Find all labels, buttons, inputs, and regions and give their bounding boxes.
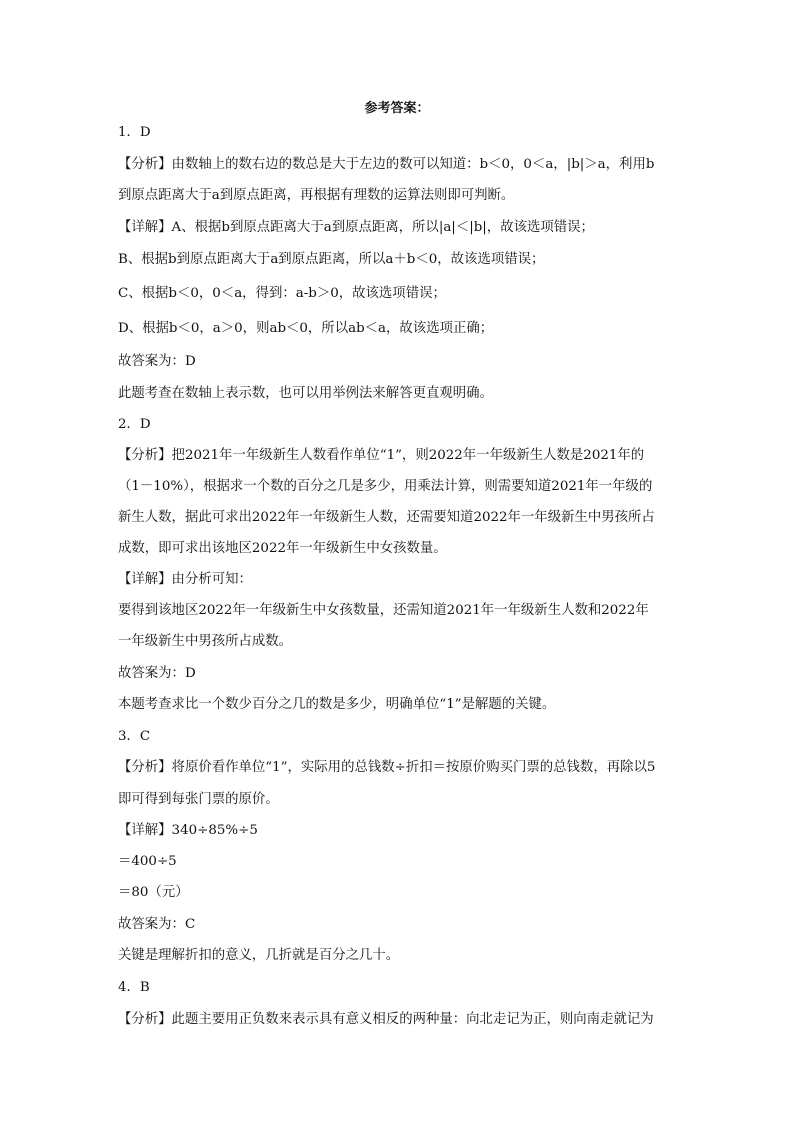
analysis-1-line-1: 【分析】由数轴上的数右边的数总是大于左边的数可以知道：b＜0，0＜a，|b|＞a，利用b bbox=[118, 157, 655, 172]
comment-3: 关键是理解折扣的意义，几折就是百分之几十。 bbox=[118, 948, 400, 963]
detail-3-line-2: ＝400÷5 bbox=[118, 854, 177, 869]
answer-heading-1: 1．D bbox=[118, 125, 151, 140]
page-title: 参考答案： bbox=[364, 101, 430, 116]
detail-1-line-1: 【详解】A、根据b到原点距离大于a到原点距离，所以|a|＜|b|，故该选项错误； bbox=[118, 220, 594, 235]
detail-2-line-3: 一年级新生中男孩所占成数。 bbox=[118, 634, 293, 649]
result-1: 故答案为：D bbox=[118, 354, 196, 369]
detail-3-line-1: 【详解】340÷85%÷5 bbox=[118, 823, 258, 838]
analysis-2-line-4: 成数，即可求出该地区2022年一年级新生中女孩数量。 bbox=[118, 541, 447, 556]
comment-2: 本题考查求比一个数少百分之几的数是多少，明确单位“1”是解题的关键。 bbox=[118, 697, 556, 712]
answer-heading-2: 2．D bbox=[118, 417, 151, 432]
comment-1: 此题考查在数轴上表示数，也可以用举例法来解答更直观明确。 bbox=[118, 386, 493, 401]
analysis-2-line-2: （1－10%），根据求一个数的百分之几是多少，用乘法计算，则需要知道2021年一年级的 bbox=[118, 479, 653, 494]
analysis-2-line-1: 【分析】把2021年一年级新生人数看作单位“1”，则2022年一年级新生人数是2021年的 bbox=[118, 448, 645, 463]
result-3: 故答案为：C bbox=[118, 917, 196, 932]
detail-1-line-3: C、根据b＜0，0＜a，得到：a-b＞0，故该选项错误； bbox=[118, 286, 446, 301]
detail-2-line-1: 【详解】由分析可知： bbox=[118, 572, 252, 587]
analysis-3-line-2: 即可得到每张门票的原价。 bbox=[118, 792, 279, 807]
analysis-1-line-2: 到原点距离大于a到原点距离，再根据有理数的运算法则即可判断。 bbox=[118, 188, 515, 203]
detail-2-line-2: 要得到该地区2022年一年级新生中女孩数量，还需知道2021年一年级新生人数和2022年 bbox=[118, 603, 649, 618]
analysis-2-line-3: 新生人数，据此可求出2022年一年级新生人数，还需要知道2022年一年级新生中男孩所占 bbox=[118, 510, 655, 525]
detail-1-line-4: D、根据b＜0，a＞0，则ab＜0，所以ab＜a，故该选项正确； bbox=[118, 321, 494, 336]
analysis-4-line-1: 【分析】此题主要用正负数来表示具有意义相反的两种量：向北走记为正，则向南走就记为 bbox=[118, 1012, 654, 1027]
detail-3-line-3: ＝80（元） bbox=[118, 885, 189, 900]
detail-1-line-2: B、根据b到原点距离大于a到原点距离，所以a＋b＜0，故该选项错误； bbox=[118, 252, 545, 267]
answer-heading-4: 4．B bbox=[118, 980, 150, 995]
analysis-3-line-1: 【分析】将原价看作单位“1”，实际用的总钱数÷折扣＝按原价购买门票的总钱数，再除以5 bbox=[118, 760, 656, 775]
answer-heading-3: 3．C bbox=[118, 729, 151, 744]
result-2: 故答案为：D bbox=[118, 666, 196, 681]
